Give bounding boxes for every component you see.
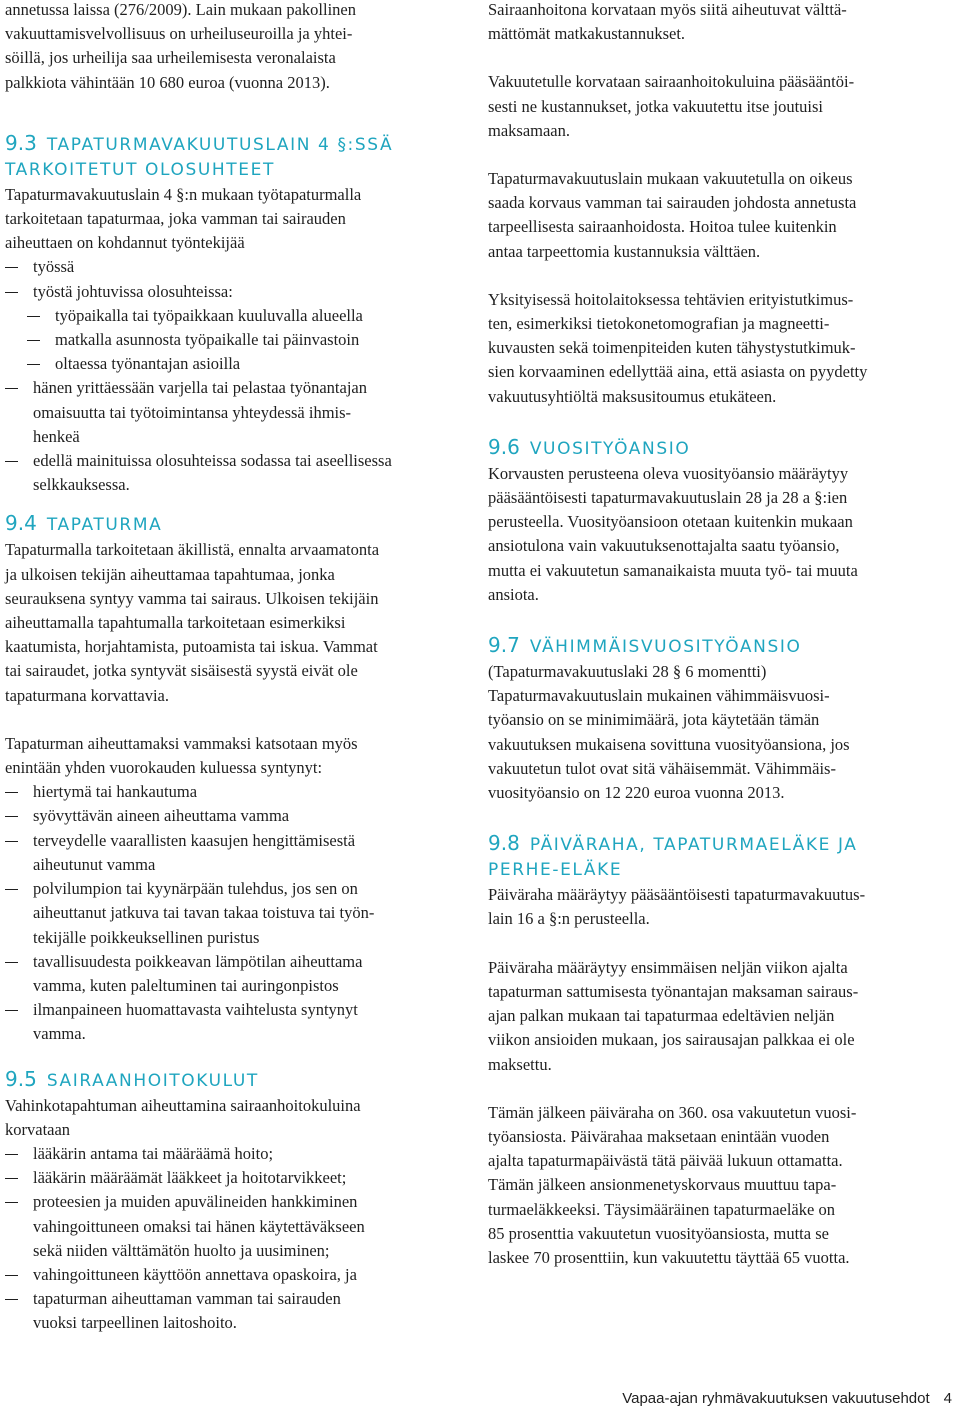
- section-9-5-body: Vahinkotapahtuman aiheuttamina sairaanhoitokuluina korvataan: [5, 1095, 361, 1139]
- list-item: proteesien ja muiden apuvälineiden hankkiminen vahingoittuneen omaksi tai hänen käytettäväkseen sekä niiden välttämätön huolto ja uusiminen;: [5, 1190, 450, 1263]
- section-9-6-heading: 9.6 VUOSITYÖANSIO: [488, 434, 691, 459]
- list-item: syövyttävän aineen aiheuttama vamma: [5, 804, 450, 828]
- list-item: tavallisuudesta poikkeavan lämpötilan aiheuttama vamma, kuten paleltuminen tai auringonpistos: [5, 950, 450, 998]
- list-item: työpaikalla tai työpaikkaan kuuluvalla alueella: [5, 304, 450, 328]
- section-9-7-body: (Tapaturmavakuutuslaki 28 § 6 momentti) Tapaturmavakuutuslain mukainen vähimmäisvuosi- työansio on se minimimäärä, jota käytetään tämän vakuutuksen mukaisena sovittuna vuosityöansiona, jos vakuutetun tulot ovat sitä vähäisemmät. Vähimmäis- vuosityöansio on 12 220 euroa vuonna 2013.: [488, 662, 850, 803]
- section-9-8-heading: 9.8 PÄIVÄRAHA, TAPATURMAELÄKE JA PERHE-ELÄKE: [488, 831, 858, 881]
- list-item: oltaessa työnantajan asioilla: [5, 352, 450, 376]
- section-9-5-list: [5, 1142, 450, 1336]
- page-footer: [622, 1390, 952, 1407]
- section-9-3-heading: 9.3 TAPATURMAVAKUUTUSLAIN 4 §:SSÄ TARKOITETUT OLOSUHTEET: [5, 130, 394, 180]
- section-9-8-paragraph-2: Päiväraha määräytyy ensimmäisen neljän viikon ajalta tapaturman sattumisesta työnantajan maksaman sairaus- ajan palkan mukaan tai tapaturmaa edeltävien neljän viikon ansioiden mukaan, jos sairausajan palkkaa ei ole maksettu.: [488, 957, 859, 1074]
- paragraph: Yksityisessä hoitolaitoksessa tehtävien erityistutkimus- ten, esimerkiksi tietokonetomografian ja magneetti- kuvausten sekä toimenpiteiden kuten tähystystutkimuk- sien korvaaminen edellyttää aina, että asiasta on pyydetty vakuutusyhtiöltä maksusitoumus etukäteen.: [488, 289, 868, 406]
- section-9-4-list: [5, 780, 450, 1046]
- list-item: työssä: [5, 255, 450, 279]
- section-9-4-paragraph-2: Tapaturman aiheuttamaksi vammaksi katsotaan myös enintään yhden vuorokauden kuluessa syntynyt:: [5, 733, 358, 778]
- section-9-3-body: Tapaturmavakuutuslain 4 §:n mukaan työtapaturmalla tarkoitetaan tapaturmaa, joka vamman tai sairauden aiheuttaen on kohdannut työntekijää: [5, 184, 362, 253]
- section-9-6-body: Korvausten perusteena oleva vuosityöansio määräytyy pääsääntöisesti tapaturmavakuutuslain 28 ja 28 a §:ien perusteella. Vuosityöansioon otetaan kuitenkin mukaan ansiotulona vain vakuutuksenottajalta saatu työansio, mutta ei vakuutetun samanaikaista muuta työ- tai muuta ansiota.: [488, 463, 858, 604]
- left-column: [5, 0, 450, 1336]
- list-item: hänen yrittäessään varjella tai pelastaa työnantajan omaisuutta tai työtoimintansa yhteydessä ihmis- henkeä: [5, 376, 450, 449]
- list-item: tapaturman aiheuttaman vamman tai sairauden vuoksi tarpeellinen laitoshoito.: [5, 1287, 450, 1335]
- list-item: lääkärin antama tai määräämä hoito;: [5, 1142, 450, 1166]
- list-item: työstä johtuvissa olosuhteissa:: [5, 280, 450, 304]
- continuation-paragraph: Sairaanhoitona korvataan myös siitä aiheutuvat välttä- mättömät matkakustannukset.: [488, 0, 847, 44]
- list-item: terveydelle vaarallisten kaasujen hengittämisestä aiheutunut vamma: [5, 829, 450, 877]
- paragraph: Vakuutetulle korvataan sairaanhoitokuluina pääsääntöi- sesti ne kustannukset, jotka vakuutettu itse joutuisi maksamaan.: [488, 72, 855, 140]
- list-item: polvilumpion tai kyynärpään tulehdus, jos sen on aiheuttanut jatkuva tai tavan takaa toistuva tai työn- tekijälle poikkeuksellinen puristus: [5, 877, 450, 950]
- intro-paragraph: annetussa laissa (276/2009). Lain mukaan pakollinen vakuuttamisvelvollisuus on urheiluseuroilla ja yhtei- söillä, jos urheilija saa urheilemisesta veronalaista palkkiota vähintään 10 680 euroa (vuonna 2013).: [5, 0, 356, 92]
- list-item: lääkärin määräämät lääkkeet ja hoitotarvikkeet;: [5, 1166, 450, 1190]
- footer-title: Vapaa-ajan ryhmävakuutuksen vakuutusehdot: [622, 1390, 930, 1407]
- list-item: vahingoittuneen käyttöön annettava opaskoira, ja: [5, 1263, 450, 1287]
- section-9-8-paragraph-1: Päiväraha määräytyy pääsääntöisesti tapaturmavakuutus- lain 16 a §:n perusteella.: [488, 885, 866, 929]
- list-item: edellä mainituissa olosuhteissa sodassa tai aseellisessa selkkauksessa.: [5, 449, 450, 497]
- section-9-8-paragraph-3: Tämän jälkeen päiväraha on 360. osa vakuutetun vuosi- työansiosta. Päivärahaa maksetaan enintään vuoden ajalta tapaturmapäivästä tätä päivää lukuun ottamatta. Tämän jälkeen ansionmenetyskorvaus muuttuu tapa- turmaeläkkeeksi. Täysimääräinen tapaturmaeläke on 85 prosenttia vakuutetun vuosityöansiosta, mutta se laskee 70 prosenttiin, kun vakuutettu täyttää 65 vuotta.: [488, 1102, 857, 1267]
- section-9-4-heading: 9.4 TAPATURMA: [5, 511, 163, 536]
- page-number: 4: [943, 1390, 952, 1407]
- paragraph: Tapaturmavakuutuslain mukaan vakuutetulla on oikeus saada korvaus vamman tai sairauden johdosta annetusta tarpeellisesta sairaanhoidosta. Hoitoa tulee kuitenkin antaa tarpeettomia kustannuksia välttäen.: [488, 169, 857, 261]
- section-9-3-list: [5, 255, 450, 497]
- right-column: [488, 0, 948, 1270]
- list-item: ilmanpaineen huomattavasta vaihtelusta syntynyt vamma.: [5, 998, 450, 1046]
- section-9-5-heading: 9.5 SAIRAANHOITOKULUT: [5, 1066, 259, 1091]
- section-9-4-paragraph-1: Tapaturmalla tarkoitetaan äkillistä, ennalta arvaamatonta ja ulkoisen tekijän aiheuttamaa tapahtumaa, jonka seurauksena syntyy vamma tai sairaus. Ulkoisen tekijäin aiheuttamalla tapahtumalla tarkoitetaan esimerkiksi kaatumista, horjahtamista, putoamista tai iskua. Vammat tai sairaudet, jotka syntyvät sisäisestä syystä eivät ole tapaturmana korvattavia.: [5, 540, 380, 705]
- section-9-7-heading: 9.7 VÄHIMMÄISVUOSITYÖANSIO: [488, 633, 802, 658]
- list-item: hiertymä tai hankautuma: [5, 780, 450, 804]
- list-item: matkalla asunnosta työpaikalle tai päinvastoin: [5, 328, 450, 352]
